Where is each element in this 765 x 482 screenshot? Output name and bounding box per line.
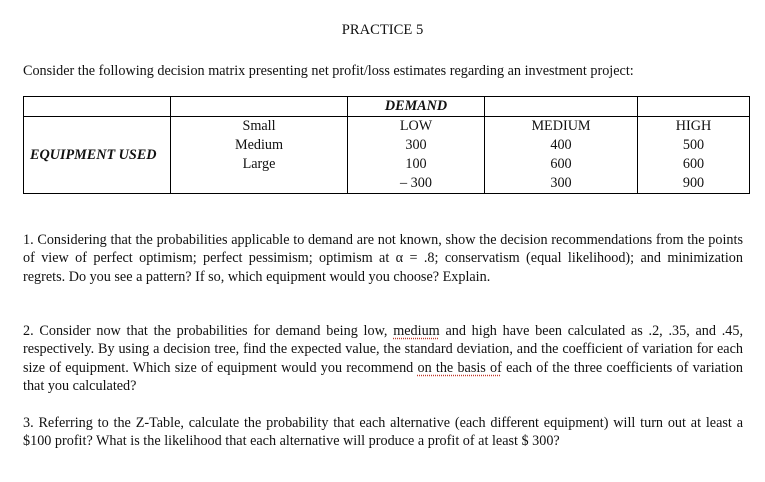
question-2-flagged-phrase: on the basis of [417, 359, 502, 376]
value-large-medium: 300 [550, 175, 572, 191]
column-header-low: LOW [399, 118, 433, 134]
value-large-low: – 300 [400, 175, 432, 191]
question-2-flagged-word: medium [393, 323, 440, 339]
column-header-medium: MEDIUM [531, 118, 591, 134]
page-title: PRACTICE 5 [341, 22, 424, 38]
table-row [24, 117, 750, 194]
question-2-text: and high have been calculated as .2, .35, and .45, respectively. By using a decision tree, find the expected value, the standard deviation, and the coefficient of variation for each size of equipment. Which size of equipment would you recommend [23, 323, 744, 376]
value-large-high: 900 [682, 175, 705, 191]
medium-column-cell [485, 117, 638, 194]
equipment-used-header: EQUIPMENT USED [24, 117, 171, 194]
question-2 [23, 322, 743, 395]
empty-cell [24, 97, 171, 117]
value-medium-low: 100 [405, 156, 427, 172]
empty-cell [638, 97, 750, 117]
low-column-cell [348, 117, 485, 194]
value-medium-high: 600 [682, 156, 705, 172]
empty-cell [171, 97, 348, 117]
question-2-text: 2. Consider now that the probabilities for demand being low, [23, 323, 394, 339]
question-2-text: each of the three coefficients of variation that you calculated? [23, 359, 744, 394]
column-header-high: HIGH [675, 118, 712, 134]
row-label-small: Small [242, 118, 276, 134]
intro-text: Consider the following decision matrix presenting net profit/loss estimates regarding an investment project: [23, 63, 634, 79]
question-1: 1. Considering that the probabilities applicable to demand are not known, show the decision recommendations from the points of view of perfect optimism; perfect pessimism; optimism at α = .8; conservatism (equal likelihood); and minimization regrets. Do you see a pattern? If so, which equipment would you choose? Explain. [23, 232, 743, 285]
equipment-size-cell [171, 117, 348, 194]
row-label-medium: Medium [234, 137, 284, 153]
table-row [24, 97, 750, 117]
row-label-large: Large [242, 156, 276, 172]
value-small-medium: 400 [550, 137, 572, 153]
value-medium-medium: 600 [550, 156, 572, 172]
demand-header: DEMAND [348, 97, 485, 117]
question-3: 3. Referring to the Z-Table, calculate the probability that each alternative (each different equipment) will turn out at least a $100 profit? What is the likelihood that each alternative will produce a profit of at least $ 300? [23, 415, 743, 450]
empty-cell [485, 97, 638, 117]
value-small-high: 500 [682, 137, 705, 153]
high-column-cell [638, 117, 750, 194]
value-small-low: 300 [405, 137, 427, 153]
decision-matrix [23, 96, 750, 194]
